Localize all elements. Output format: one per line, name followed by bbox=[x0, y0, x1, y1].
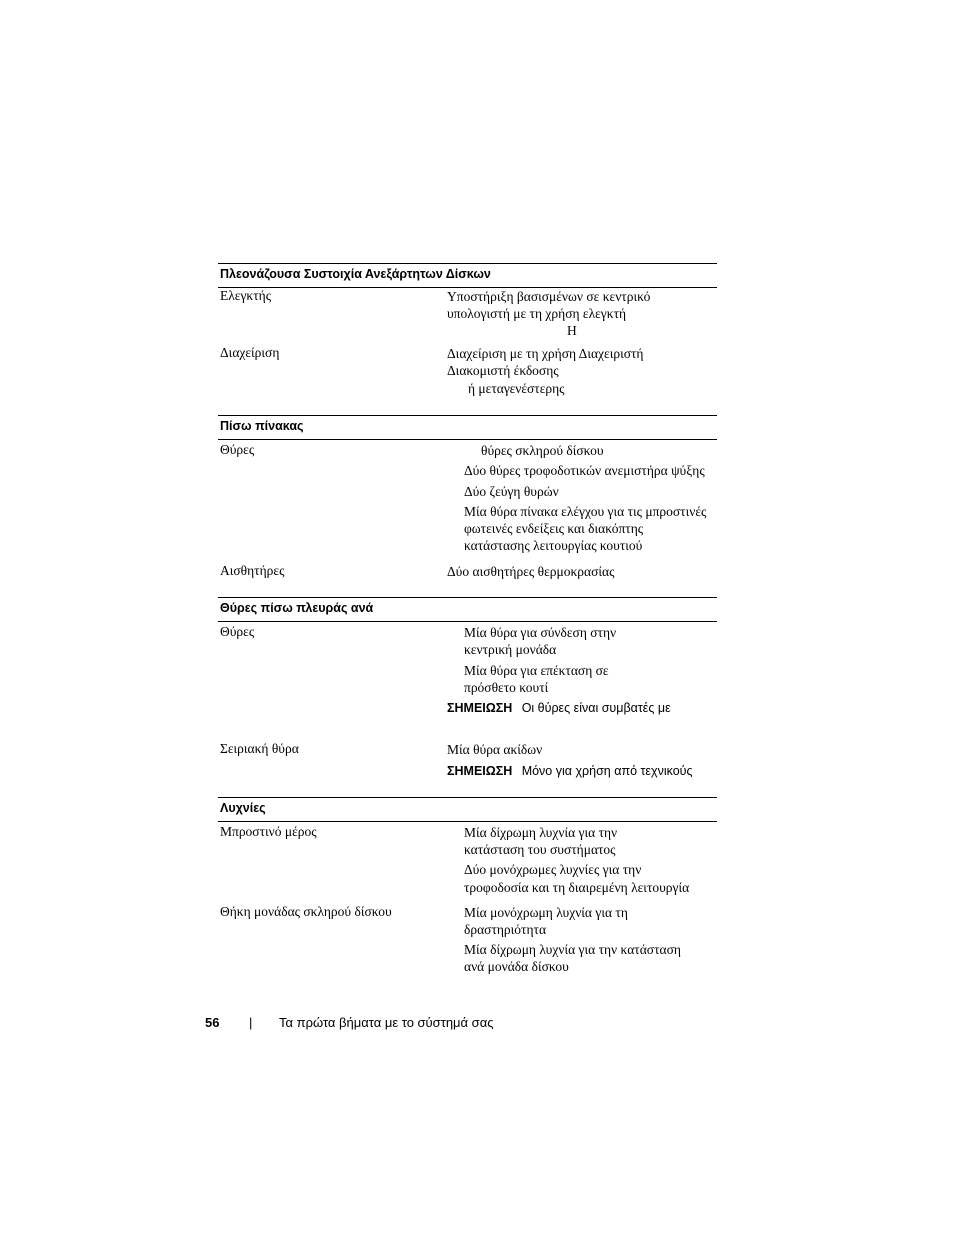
note-label: ΣΗΜΕΙΩΣΗ bbox=[447, 701, 513, 715]
section-title: Θύρες πίσω πλευράς ανά bbox=[218, 597, 717, 622]
spec-row-serial-port bbox=[218, 741, 717, 781]
row-value-line: Μία θύρα πίνακα ελέγχου για τις μπροστινές bbox=[464, 504, 707, 519]
row-value-line: πρόσθετο κουτί bbox=[464, 680, 549, 695]
note-text: Οι θύρες είναι συμβατές με bbox=[521, 701, 671, 715]
row-value-line: Μία μονόχρωμη λυχνία για τη bbox=[464, 905, 628, 920]
row-value-line: κατάστασης λειτουργίας κουτιού bbox=[464, 538, 643, 553]
section-title: Λυχνίες bbox=[218, 797, 717, 822]
row-value-line: Μία θύρα ακίδων bbox=[447, 742, 543, 757]
spec-row-rear-ports bbox=[218, 624, 717, 724]
row-value-line: Δύο μονόχρωμες λυχνίες για την bbox=[464, 862, 642, 877]
spec-row-front-leds bbox=[218, 824, 717, 904]
row-value-line: ή μεταγενέστερης bbox=[468, 381, 565, 396]
spec-row-sensors bbox=[218, 563, 717, 583]
spec-row-controller bbox=[218, 288, 717, 348]
row-value-line: Υποστήριξη βασισμένων σε κεντρικό bbox=[447, 289, 651, 304]
row-label: Μπροστινό μέρος bbox=[220, 824, 317, 839]
row-value-line: Δύο θύρες τροφοδοτικών ανεμιστήρα ψύξης bbox=[464, 463, 705, 478]
row-value-line: Μία θύρα για σύνδεση στην bbox=[464, 625, 617, 640]
row-value-line: θύρες σκληρού δίσκου bbox=[481, 443, 604, 458]
row-label: Ελεγκτής bbox=[220, 288, 272, 303]
row-value-line: Μία δίχρωμη λυχνία για την bbox=[464, 825, 618, 840]
row-value-line: Μία θύρα για επέκταση σε bbox=[464, 663, 609, 678]
row-label: Διαχείριση bbox=[220, 345, 280, 360]
footer-title: Τα πρώτα βήματα με το σύστημά σας bbox=[279, 1015, 494, 1030]
note bbox=[447, 699, 671, 717]
section-title: Πίσω πίνακας bbox=[218, 415, 717, 440]
spec-section-rear-ports bbox=[218, 597, 717, 622]
row-label: Θύρες bbox=[220, 624, 255, 639]
spec-section-raid bbox=[218, 263, 717, 288]
row-value-line: ανά μονάδα δίσκου bbox=[464, 959, 569, 974]
row-value-line: κεντρική μονάδα bbox=[464, 642, 557, 657]
row-value-line: τροφοδοσία και τη διαιρεμένη λειτουργία bbox=[464, 880, 690, 895]
note-label: ΣΗΜΕΙΩΣΗ bbox=[447, 764, 513, 778]
row-value-line: φωτεινές ενδείξεις και διακόπτης bbox=[464, 521, 644, 536]
row-label: Αισθητήρες bbox=[220, 563, 285, 578]
row-label: Θύρες bbox=[220, 442, 255, 457]
section-title: Πλεονάζουσα Συστοιχία Ανεξάρτητων Δίσκων bbox=[218, 263, 717, 288]
row-value-line: υπολογιστή με τη χρήση ελεγκτή bbox=[447, 306, 627, 321]
row-value-line: δραστηριότητα bbox=[464, 922, 547, 937]
page-number: 56 bbox=[205, 1015, 220, 1030]
row-value-line: Δύο αισθητήρες θερμοκρασίας bbox=[447, 564, 615, 579]
row-value-line: Μία δίχρωμη λυχνία για την κατάσταση bbox=[464, 942, 681, 957]
row-value-line: Διακομιστή έκδοσης bbox=[447, 363, 559, 378]
spec-row-ports bbox=[218, 442, 717, 562]
spec-row-drive-carrier-leds bbox=[218, 904, 717, 984]
spec-section-backplane bbox=[218, 415, 717, 440]
row-value-line: κατάσταση του συστήματος bbox=[464, 842, 616, 857]
note bbox=[447, 762, 693, 780]
spec-row-management bbox=[218, 345, 717, 405]
spec-section-leds bbox=[218, 797, 717, 822]
row-value-line: Δύο ζεύγη θυρών bbox=[464, 484, 559, 499]
footer-separator: | bbox=[249, 1015, 253, 1030]
note-text: Μόνο για χρήση από τεχνικούς bbox=[521, 764, 693, 778]
row-value-line: Η bbox=[567, 323, 577, 338]
row-label: Θήκη μονάδας σκληρού δίσκου bbox=[220, 904, 392, 919]
row-label: Σειριακή θύρα bbox=[220, 741, 299, 756]
row-value-line: Διαχείριση με τη χρήση Διαχειριστή bbox=[447, 346, 644, 361]
